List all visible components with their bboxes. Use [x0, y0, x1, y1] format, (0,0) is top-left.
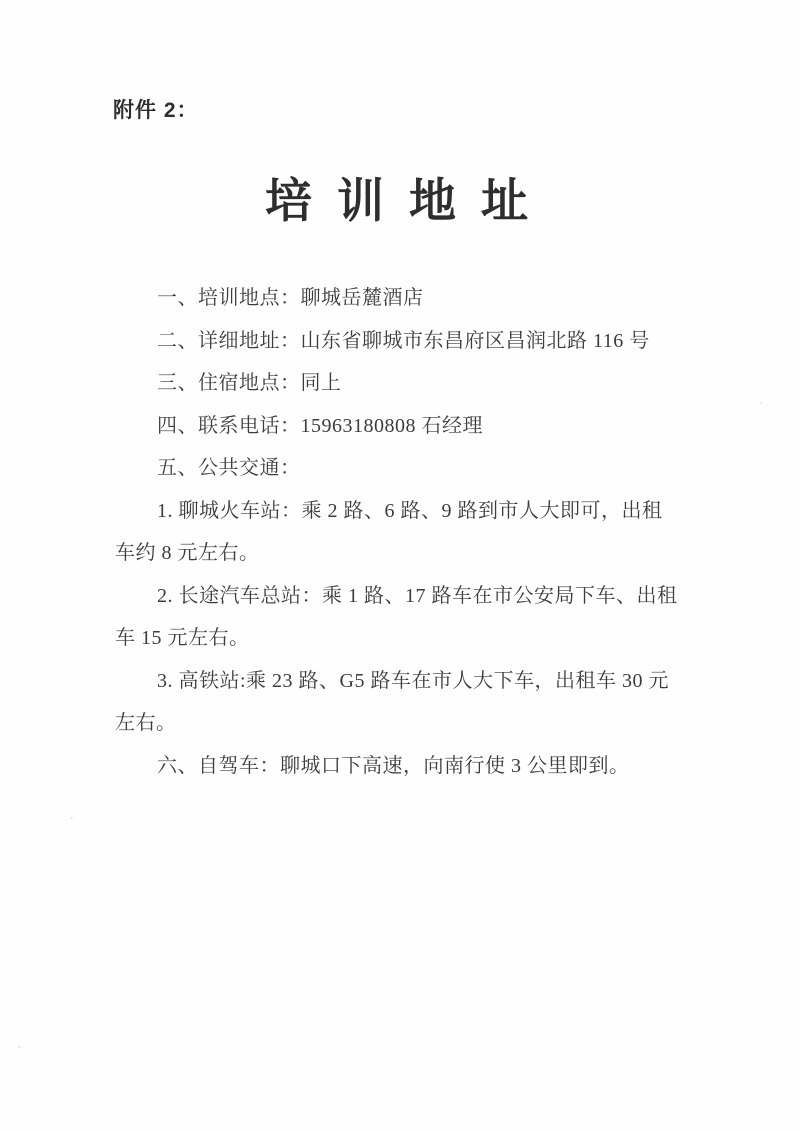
line-bus-terminal-wrap: 车 15 元左右。 [115, 627, 250, 649]
line-bus-terminal: 2. 长途汽车总站：乘 1 路、17 路车在市公安局下车、出租 [157, 584, 678, 607]
line-training-location: 一、培训地点：聊城岳麓酒店 [157, 287, 424, 309]
scan-speck [18, 1046, 21, 1048]
line-contact-phone: 四、联系电话：15963180808 石经理 [157, 414, 483, 437]
document-title: 培训地址 [265, 174, 553, 227]
line-railway-station-wrap: 车约 8 元左右。 [115, 542, 260, 564]
document-body [115, 277, 730, 787]
line-detailed-address: 二、详细地址：山东省聊城市东昌府区昌润北路 116 号 [157, 329, 650, 352]
line-public-transit-head: 五、公共交通： [157, 457, 301, 479]
scan-speck [760, 402, 762, 404]
line-railway-station: 1. 聊城火车站：乘 2 路、6 路、9 路到市人大即可，出租 [157, 499, 663, 522]
line-lodging-location: 三、住宿地点：同上 [157, 372, 342, 394]
scan-speck [70, 816, 74, 819]
line-self-driving: 六、自驾车：聊城口下高速，向南行使 3 公里即到。 [157, 754, 630, 777]
attachment-label: 附件 2： [113, 99, 199, 122]
line-hsr-station-wrap: 左右。 [115, 712, 177, 734]
line-hsr-station: 3. 高铁站:乘 23 路、G5 路车在市人大下车，出租车 30 元 [157, 669, 669, 692]
